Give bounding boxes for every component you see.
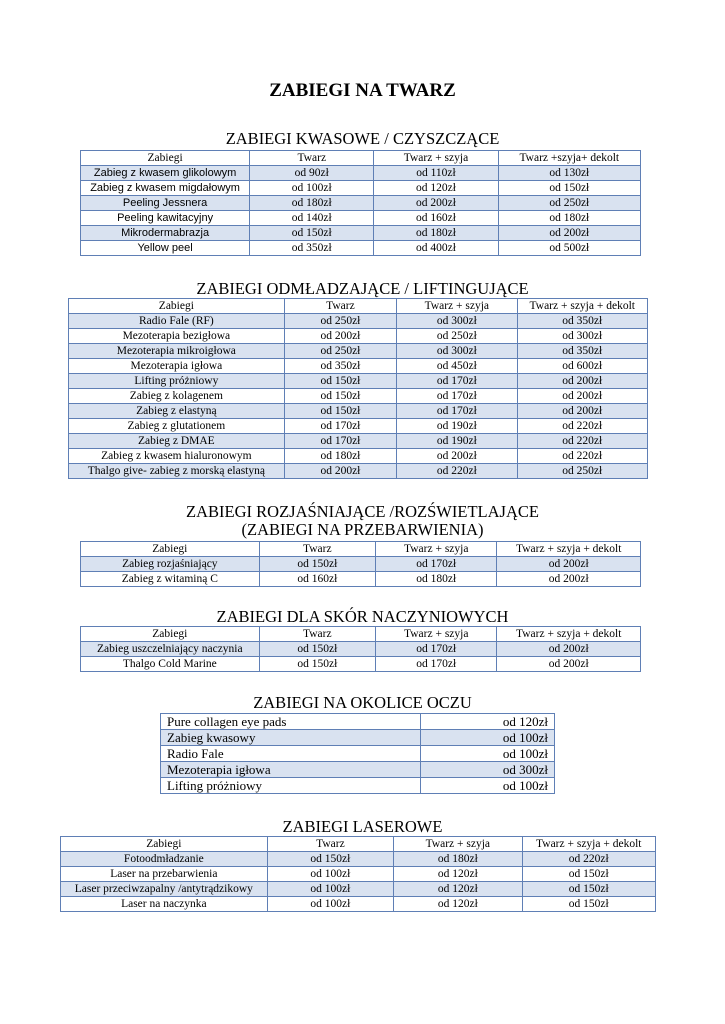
- table-row: [69, 449, 648, 464]
- column-header: Zabiegi: [81, 542, 260, 557]
- price-cell: od 350zł: [517, 314, 647, 329]
- price-cell: od 140zł: [250, 211, 374, 226]
- treatment-name: Zabieg z kwasem migdałowym: [81, 181, 250, 196]
- price-table-laser: [60, 836, 656, 912]
- table-row: [69, 329, 648, 344]
- section-title-eye-area: ZABIEGI NA OKOLICE OCZU: [253, 693, 472, 712]
- table-row: [69, 434, 648, 449]
- column-header: Twarz + szyja: [376, 627, 497, 642]
- column-header: Zabiegi: [81, 627, 260, 642]
- section-subtitle-brightening: (ZABIEGI NA PRZEBARWIENIA): [241, 520, 484, 539]
- table-row: [61, 852, 656, 867]
- price-cell: od 100zł: [250, 181, 374, 196]
- price-cell: od 150zł: [284, 404, 396, 419]
- price-cell: od 170zł: [397, 374, 517, 389]
- column-header: Twarz + szyja + dekolt: [517, 299, 647, 314]
- price-cell: od 200zł: [284, 464, 396, 479]
- price-cell: od 150zł: [522, 867, 655, 882]
- table-row: [161, 746, 555, 762]
- table-row: [69, 374, 648, 389]
- treatment-name: Zabieg z elastyną: [69, 404, 285, 419]
- table-header-row: [81, 151, 641, 166]
- table-row: [81, 642, 641, 657]
- treatment-name: Mezoterapia igłowa: [69, 359, 285, 374]
- price-cell: od 200zł: [374, 196, 498, 211]
- table-row: [81, 572, 641, 587]
- price-cell: od 500zł: [498, 241, 640, 256]
- price-cell: od 100zł: [267, 867, 393, 882]
- column-header: Zabiegi: [81, 151, 250, 166]
- price-table-eye-area: [160, 713, 555, 794]
- price-cell: od 300zł: [397, 344, 517, 359]
- treatment-name: Thalgo Cold Marine: [81, 657, 260, 672]
- price-cell: od 300zł: [397, 314, 517, 329]
- treatment-name: Fotoodmładzanie: [61, 852, 268, 867]
- price-cell: od 170zł: [376, 642, 497, 657]
- column-header: Twarz: [259, 627, 375, 642]
- table-row: [161, 730, 555, 746]
- treatment-name: Zabieg uszczelniający naczynia: [81, 642, 260, 657]
- price-cell: od 400zł: [374, 241, 498, 256]
- column-header: Twarz: [267, 837, 393, 852]
- price-cell: od 190zł: [397, 419, 517, 434]
- price-cell: od 120zł: [374, 181, 498, 196]
- treatment-name: Thalgo give- zabieg z morską elastyną: [69, 464, 285, 479]
- column-header: Twarz + szyja + dekolt: [497, 542, 641, 557]
- column-header: Zabiegi: [61, 837, 268, 852]
- price-cell: od 200zł: [497, 557, 641, 572]
- section-title-acid: ZABIEGI KWASOWE / CZYSZCZĄCE: [225, 129, 500, 148]
- table-row: [81, 166, 641, 181]
- treatment-name: Zabieg z glutationem: [69, 419, 285, 434]
- price-cell: od 180zł: [250, 196, 374, 211]
- column-header: Twarz + szyja: [397, 299, 517, 314]
- section-title-brightening: ZABIEGI ROZJAŚNIAJĄCE /ROZŚWIETLAJĄCE: [186, 502, 539, 521]
- price-cell: od 170zł: [284, 434, 396, 449]
- table-row: [69, 464, 648, 479]
- column-header: Twarz +szyja+ dekolt: [498, 151, 640, 166]
- price-cell: od 220zł: [522, 852, 655, 867]
- price-cell: od 100zł: [421, 778, 555, 794]
- price-cell: od 170zł: [397, 404, 517, 419]
- table-row: [61, 867, 656, 882]
- table-row: [81, 226, 641, 241]
- price-cell: od 130zł: [498, 166, 640, 181]
- price-cell: od 180zł: [374, 226, 498, 241]
- column-header: Twarz + szyja + dekolt: [497, 627, 641, 642]
- treatment-name: Mikrodermabrazja: [81, 226, 250, 241]
- column-header: Twarz: [259, 542, 375, 557]
- price-cell: od 180zł: [376, 572, 497, 587]
- price-cell: od 120zł: [394, 867, 522, 882]
- price-cell: od 190zł: [397, 434, 517, 449]
- price-cell: od 250zł: [397, 329, 517, 344]
- price-cell: od 220zł: [397, 464, 517, 479]
- price-cell: od 150zł: [267, 852, 393, 867]
- price-cell: od 200zł: [517, 374, 647, 389]
- treatment-name: Laser na przebarwienia: [61, 867, 268, 882]
- price-cell: od 170zł: [397, 389, 517, 404]
- table-row: [161, 714, 555, 730]
- price-cell: od 250zł: [498, 196, 640, 211]
- price-table-rejuvenating: [68, 298, 648, 479]
- section-title-rejuvenating: ZABIEGI ODMŁADZAJĄCE / LIFTINGUJĄCE: [196, 279, 529, 298]
- table-header-row: [81, 627, 641, 642]
- price-cell: od 300zł: [421, 762, 555, 778]
- price-cell: od 180zł: [394, 852, 522, 867]
- section-title-vascular: ZABIEGI DLA SKÓR NACZYNIOWYCH: [216, 607, 509, 626]
- column-header: Twarz + szyja + dekolt: [522, 837, 655, 852]
- table-row: [69, 344, 648, 359]
- price-cell: od 250zł: [517, 464, 647, 479]
- treatment-name: Zabieg z kwasem hialuronowym: [69, 449, 285, 464]
- price-cell: od 120zł: [421, 714, 555, 730]
- treatment-name: Mezoterapia bezigłowa: [69, 329, 285, 344]
- table-row: [61, 882, 656, 897]
- price-cell: od 150zł: [522, 882, 655, 897]
- treatment-name: Zabieg rozjaśniający: [81, 557, 260, 572]
- treatment-name: Zabieg z DMAE: [69, 434, 285, 449]
- price-cell: od 200zł: [517, 404, 647, 419]
- table-header-row: [69, 299, 648, 314]
- table-row: [81, 657, 641, 672]
- column-header: Twarz + szyja: [376, 542, 497, 557]
- table-header-row: [61, 837, 656, 852]
- table-header-row: [81, 542, 641, 557]
- column-header: Twarz + szyja: [394, 837, 522, 852]
- treatment-name: Pure collagen eye pads: [161, 714, 421, 730]
- price-cell: od 200zł: [497, 642, 641, 657]
- price-cell: od 180zł: [498, 211, 640, 226]
- price-table-acid: [80, 150, 641, 256]
- treatment-name: Radio Fale (RF): [69, 314, 285, 329]
- price-cell: od 180zł: [284, 449, 396, 464]
- table-row: [81, 181, 641, 196]
- table-row: [69, 419, 648, 434]
- price-table-vascular: [80, 626, 641, 672]
- price-cell: od 150zł: [259, 557, 375, 572]
- price-cell: od 350zł: [284, 359, 396, 374]
- treatment-name: Mezoterapia mikroigłowa: [69, 344, 285, 359]
- price-cell: od 350zł: [517, 344, 647, 359]
- price-cell: od 170zł: [376, 657, 497, 672]
- column-header: Zabiegi: [69, 299, 285, 314]
- table-row: [61, 897, 656, 912]
- price-cell: od 110zł: [374, 166, 498, 181]
- section-title-laser: ZABIEGI LASEROWE: [282, 817, 443, 836]
- table-row: [69, 389, 648, 404]
- treatment-name: Lifting próżniowy: [69, 374, 285, 389]
- price-cell: od 150zł: [259, 657, 375, 672]
- column-header: Twarz + szyja: [374, 151, 498, 166]
- price-cell: od 100zł: [421, 730, 555, 746]
- table-row: [81, 211, 641, 226]
- price-cell: od 160zł: [259, 572, 375, 587]
- price-cell: od 90zł: [250, 166, 374, 181]
- table-row: [81, 196, 641, 211]
- price-cell: od 150zł: [259, 642, 375, 657]
- page-title: ZABIEGI NA TWARZ: [269, 80, 456, 101]
- price-cell: od 150zł: [284, 389, 396, 404]
- column-header: Twarz: [284, 299, 396, 314]
- treatment-name: Radio Fale: [161, 746, 421, 762]
- table-row: [161, 762, 555, 778]
- price-cell: od 150zł: [498, 181, 640, 196]
- price-cell: od 200zł: [498, 226, 640, 241]
- price-table-brightening: [80, 541, 641, 587]
- treatment-name: Peeling kawitacyjny: [81, 211, 250, 226]
- price-cell: od 100zł: [421, 746, 555, 762]
- treatment-name: Zabieg kwasowy: [161, 730, 421, 746]
- price-cell: od 170zł: [376, 557, 497, 572]
- price-cell: od 150zł: [522, 897, 655, 912]
- price-cell: od 450zł: [397, 359, 517, 374]
- price-cell: od 150zł: [284, 374, 396, 389]
- table-row: [69, 314, 648, 329]
- price-cell: od 160zł: [374, 211, 498, 226]
- price-cell: od 250zł: [284, 344, 396, 359]
- price-cell: od 120zł: [394, 882, 522, 897]
- price-cell: od 120zł: [394, 897, 522, 912]
- treatment-name: Mezoterapia igłowa: [161, 762, 421, 778]
- treatment-name: Laser przeciwzapalny /antytrądzikowy: [61, 882, 268, 897]
- table-row: [81, 557, 641, 572]
- price-cell: od 220zł: [517, 419, 647, 434]
- price-cell: od 350zł: [250, 241, 374, 256]
- price-cell: od 200zł: [397, 449, 517, 464]
- price-cell: od 170zł: [284, 419, 396, 434]
- price-cell: od 300zł: [517, 329, 647, 344]
- treatment-name: Peeling Jessnera: [81, 196, 250, 211]
- price-cell: od 600zł: [517, 359, 647, 374]
- table-row: [81, 241, 641, 256]
- treatment-name: Zabieg z kwasem glikolowym: [81, 166, 250, 181]
- table-row: [69, 359, 648, 374]
- column-header: Twarz: [250, 151, 374, 166]
- price-cell: od 220zł: [517, 449, 647, 464]
- table-row: [69, 404, 648, 419]
- price-cell: od 100zł: [267, 882, 393, 897]
- price-cell: od 220zł: [517, 434, 647, 449]
- price-cell: od 150zł: [250, 226, 374, 241]
- price-cell: od 200zł: [497, 657, 641, 672]
- price-cell: od 100zł: [267, 897, 393, 912]
- table-row: [161, 778, 555, 794]
- price-cell: od 200zł: [284, 329, 396, 344]
- price-cell: od 200zł: [517, 389, 647, 404]
- treatment-name: Yellow peel: [81, 241, 250, 256]
- treatment-name: Zabieg z kolagenem: [69, 389, 285, 404]
- price-cell: od 200zł: [497, 572, 641, 587]
- treatment-name: Zabieg z witaminą C: [81, 572, 260, 587]
- price-cell: od 250zł: [284, 314, 396, 329]
- treatment-name: Lifting próżniowy: [161, 778, 421, 794]
- treatment-name: Laser na naczynka: [61, 897, 268, 912]
